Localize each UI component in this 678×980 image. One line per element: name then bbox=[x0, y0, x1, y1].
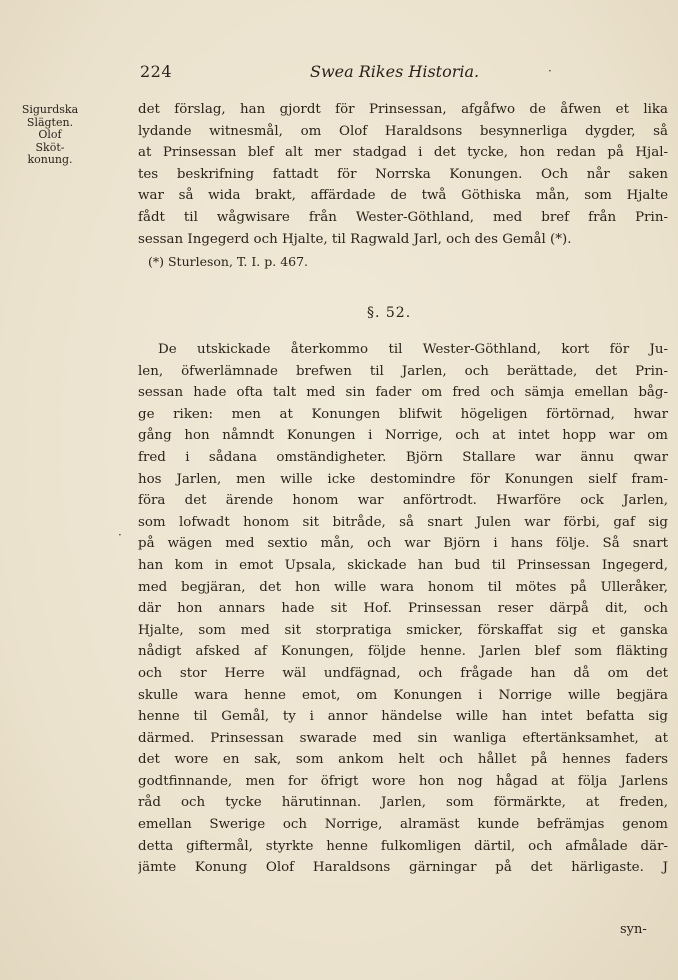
text-line: godtfinnande, men for öfrigt wore hon nog hågad at följa Jarlens bbox=[138, 773, 668, 789]
text-line: at Prinsessan blef alt mer stadgad i det tycke, hon redan på Hjal- bbox=[138, 145, 668, 161]
margin-note-line: konung. bbox=[27, 153, 73, 166]
text-line: det förslag, han gjordt för Prinsessan, afgåfwo de åfwen et lika bbox=[138, 102, 668, 117]
text-line: emellan Swerige och Norrige, alramäst kunde befrämjas genom bbox=[138, 817, 668, 833]
text-line: därmed. Prinsessan swarade med sin wanliga eftertänksamhet, at bbox=[138, 730, 668, 746]
text-line: ge riken: men at Konungen blifwit högeligen förtörnad, hwar bbox=[138, 406, 668, 422]
text-line: lydande witnesmål, om Olof Haraldsons besynnerliga dygder, så bbox=[138, 123, 668, 139]
text-line: sessan Ingegerd och Hjalte, til Ragwald Jarl, och des Gemål (*). bbox=[138, 231, 572, 247]
catchword: syn- bbox=[620, 922, 647, 937]
margin-note-line: Olof bbox=[38, 128, 62, 141]
text-line: med begjäran, det hon wille wara honom til mötes på Ulleråker, bbox=[138, 579, 668, 595]
margin-note-line: Sigurdska bbox=[21, 103, 79, 116]
text-line: Hjalte, som med sit storpratiga smicker, förskaffat sig et ganska bbox=[138, 622, 668, 638]
running-title: Swea Rikes Historia. bbox=[310, 62, 480, 81]
ink-speck: · bbox=[118, 528, 122, 542]
margin-note-line: Slägten. bbox=[26, 115, 74, 129]
paragraph-2 bbox=[138, 339, 668, 879]
text-line: skulle wara henne emot, om Konungen i Norrige wille begjära bbox=[138, 687, 668, 703]
text-line: detta giftermål, styrkte henne fulkomligen därtil, och afmålade där- bbox=[138, 838, 668, 854]
text-line: på wägen med sextio mån, och war Björn i hans följe. Så snart bbox=[138, 536, 668, 552]
text-line: jämte Konung Olof Haraldsons gärningar på det härligaste. J bbox=[138, 860, 668, 876]
page-number: 224 bbox=[140, 62, 173, 81]
margin-note-line: Sköt- bbox=[35, 140, 65, 154]
text-line: fådt til wågwisare från Wester-Göthland, med bref från Prin- bbox=[138, 209, 668, 225]
text-line: som lofwadt honom sit bitråde, så snart Julen war förbi, gaf sig bbox=[138, 514, 668, 530]
footnote: (*) Sturleson, T. I. p. 467. bbox=[148, 254, 309, 269]
margin-note bbox=[6, 104, 94, 167]
page-header bbox=[140, 62, 560, 84]
section-heading: §. 52. bbox=[367, 305, 412, 321]
text-line: det wore en sak, som ankom helt och hållet på hennes faders bbox=[138, 752, 668, 768]
text-line: föra det ärende honom war anförtrodt. Hwarföre ock Jarlen, bbox=[138, 493, 668, 509]
text-line: tes beskrifning fattadt för Norrska Konungen. Och når saken bbox=[138, 166, 668, 182]
text-line: råd och tycke härutinnan. Jarlen, som förmärkte, at freden, bbox=[138, 795, 668, 811]
ink-speck: · bbox=[548, 64, 552, 78]
text-line: fred i sådana omständigheter. Björn Stallare war ännu qwar bbox=[138, 449, 668, 465]
paragraph-1 bbox=[138, 99, 668, 250]
text-line: hos Jarlen, men wille icke destomindre för Konungen sielf fram- bbox=[138, 471, 668, 487]
text-line: De utskickade återkommo til Wester-Göthland, kort för Ju- bbox=[158, 342, 668, 357]
text-line: gång hon nåmndt Konungen i Norrige, och at intet hopp war om bbox=[138, 428, 668, 444]
text-line: och stor Herre wäl undfägnad, och frågade han då om det bbox=[138, 665, 668, 681]
text-line: sessan hade ofta talt med sin fader om fred och sämja emellan båg- bbox=[138, 385, 668, 401]
text-line: där hon annars hade sit Hof. Prinsessan reser därpå dit, och bbox=[138, 601, 668, 617]
text-line: han kom in emot Upsala, skickade han bud til Prinsessan Ingegerd, bbox=[138, 557, 668, 573]
text-line: war så wida brakt, affärdade de twå Göthiska mån, som Hjalte bbox=[138, 188, 668, 204]
text-line: nådigt afsked af Konungen, följde henne. Jarlen blef som fläkting bbox=[138, 644, 668, 660]
text-line: henne til Gemål, ty i annor händelse wille han intet befatta sig bbox=[138, 709, 668, 725]
text-line: len, öfwerlämnade brefwen til Jarlen, och berättade, det Prin- bbox=[138, 363, 668, 379]
